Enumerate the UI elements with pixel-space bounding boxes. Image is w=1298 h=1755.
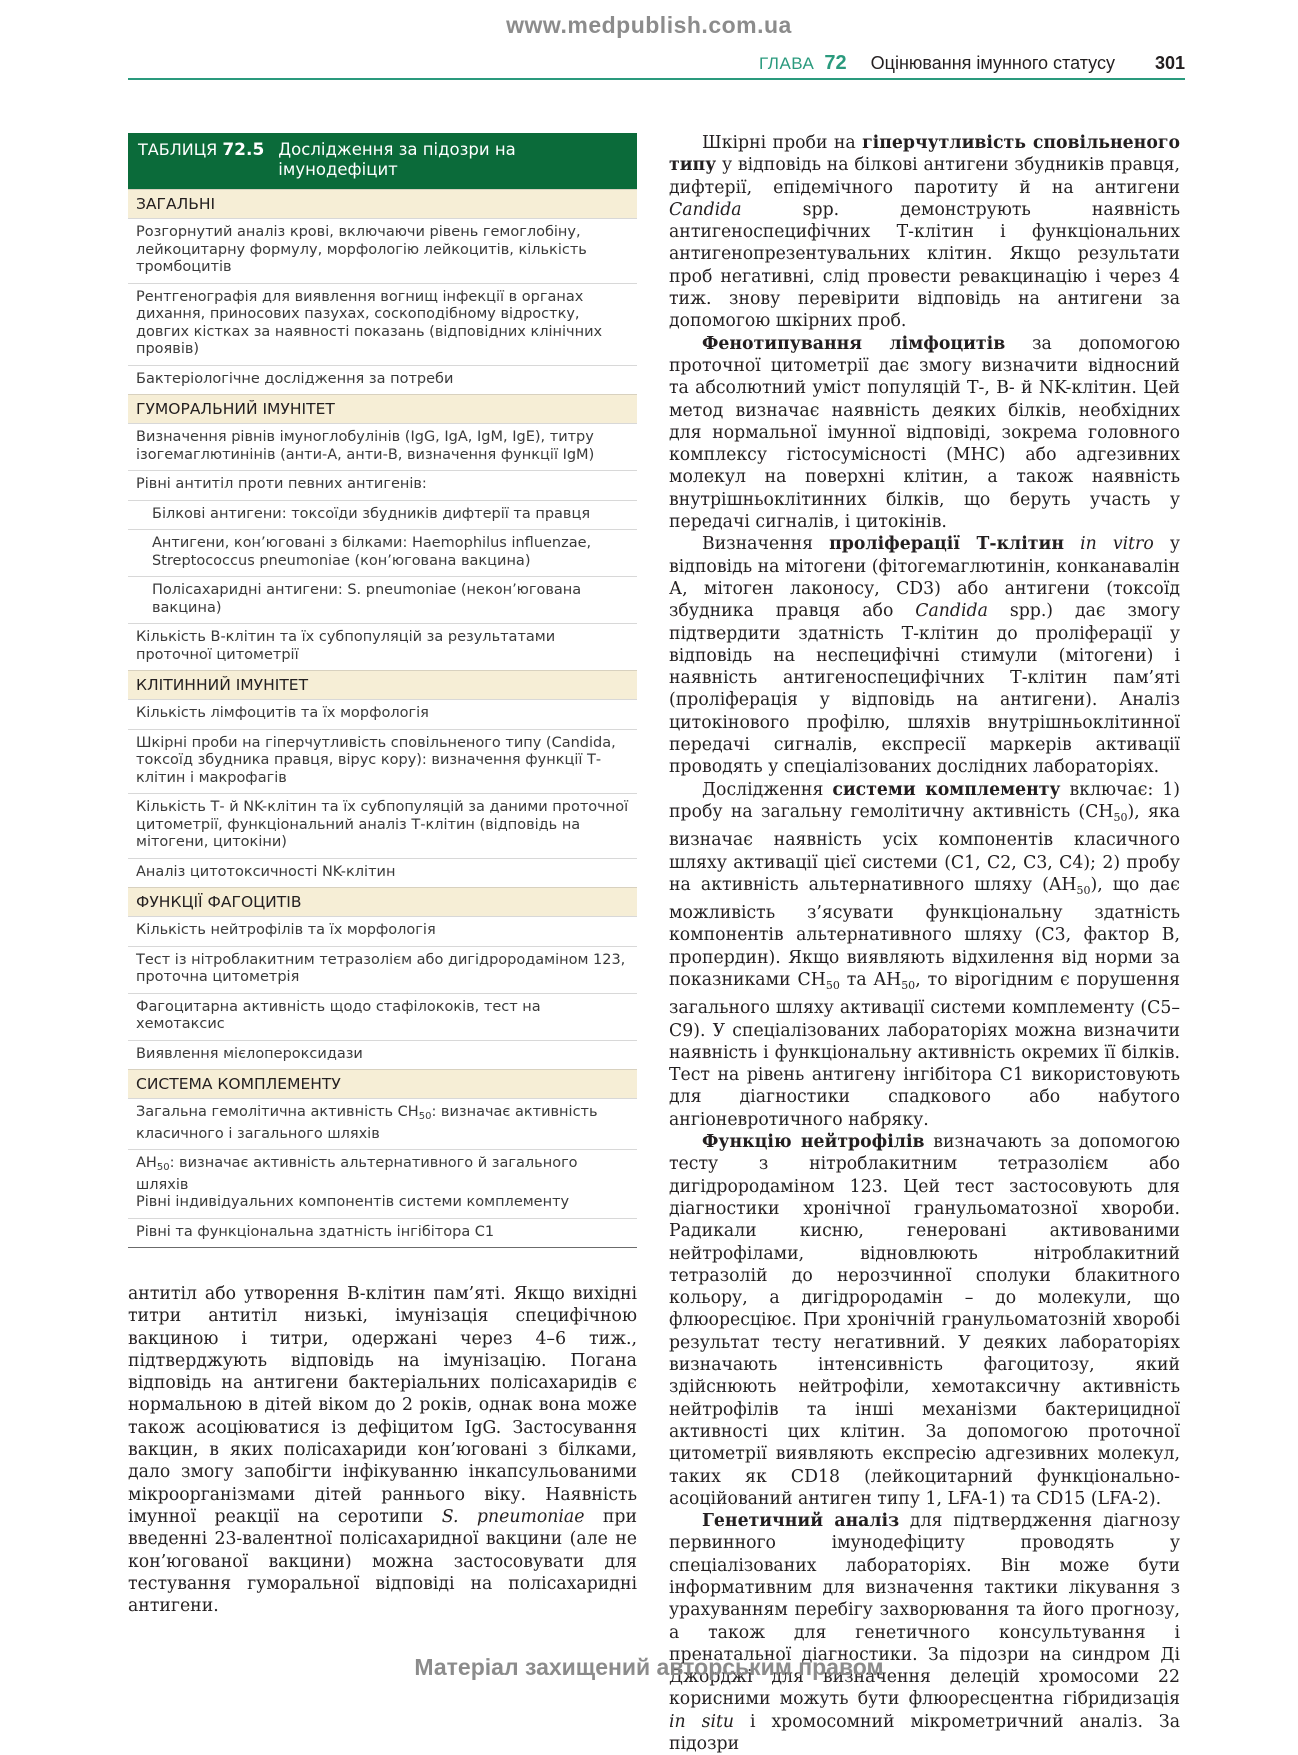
right-column [669,132,1180,1755]
table-section-cellular: КЛІТИННИЙ ІМУНІТЕТ [128,670,637,699]
table-72-5 [128,133,637,1248]
table-row: Рівні антитіл проти певних антигенів: [128,470,637,500]
table-row: Полісахаридні антигени: S. pneumoniae (некон’югована вакцина) [128,576,637,623]
paragraph-phenotyping: Фенотипування лімфоцитів за допомогою проточної цитометрії дає змогу визначити відносний та абсолютний уміст популяцій Т-, В- й NK-клітин. Цей метод визначає наявність деяких білків, необхідних для нормальної імунної відповіді, зокрема головного комплексу гістосумісності (MHC) або адгезивних молекул на поверхні клітин, а також наявність внутрішньоклітинних білків, що беруть участь у передачі сигналів, і цитокінів. [669,333,1181,533]
table-header [128,133,637,189]
table-row: Виявлення мієлопероксидази [128,1040,637,1070]
table-section-general: ЗАГАЛЬНІ [128,189,637,218]
page-number: 301 [1154,53,1185,73]
table-row: Антигени, кон’юговані з білками: Haemophilus influenzae, Streptococcus pneumoniae (кон’югована вакцина) [128,529,637,576]
table-caption: Дослідження за підозри на імунодефіцит [278,140,516,179]
row-text: Рівні індивідуальних компонентів системи комплементу [136,1194,570,1210]
running-head [128,52,1185,80]
chapter-title: Оцінювання імунного статусу [870,53,1115,73]
paragraph-genetics: Генетичний аналіз для підтвердження діагнозу первинного імунодефіциту проводять у спеціалізованих лабораторіях. Він може бути інформативним для визначення тактики лікування з урахуванням перебігу захворювання та його прогнозу, а також для генетичного консультування і пренатальної діагностики. За підозри на синдром Ді Джорджі для визначення делецій хромосоми 22 корисними можуть бути флюоресцентна гібридизація in situ і хромосомний мікрометричний аналіз. За підозри [669,1511,1180,1755]
row-text: Загальна гемолітична активність CH [136,1104,419,1120]
table-row: Бактеріологічне дослідження за потреби [128,365,637,395]
subscript: 50 [156,1162,170,1173]
table-section-complement: СИСТЕМА КОМПЛЕМЕНТУ [128,1069,637,1098]
chapter-number: 72 [824,52,847,74]
table-row: Аналіз цитотоксичності NK-клітин [128,858,637,888]
subscript: 50 [418,1111,432,1122]
row-text: AH [136,1155,157,1171]
table-row: Розгорнутий аналіз крові, включаючи рівень гемоглобіну, лейкоцитарну формулу, морфологію лейкоцитів, кількість тромбоцитів [128,218,637,283]
chapter-word: ГЛАВА [759,54,815,73]
table-row: Тест із нітроблакитним тетразолієм або дигідрородаміном 123, проточна цитометрія [128,946,637,993]
table-row [128,1149,637,1218]
paragraph-dth: Шкірні проби на гіперчутливість сповільненого типу у відповідь на білкові антигени збудників правця, дифтерії, епідемічного паротиту й на антигени Candida spp. демонструють наявність антигеноспецифічних Т-клітин і функціональних антигенопрезентувальних клітин. Якщо результати проб негативні, слід провести ревакцинацію і через 4 тиж. знову перевірити відповідь на антигени за допомогою шкірних проб. [669,133,1180,332]
table-section-phagocytes: ФУНКЦІЇ ФАГОЦИТІВ [128,887,637,916]
table-section-humoral: ГУМОРАЛЬНИЙ ІМУНІТЕТ [128,394,637,423]
table-row: Рівні та функціональна здатність інгібітора С1 [128,1218,637,1248]
table-row: Кількість Т- й NK-клітин та їх субпопуляцій за даними проточної цитометрії, функціональний аналіз Т-клітин (відповідь на мітогени, цитокіни) [128,793,637,858]
table-label: ТАБЛИЦЯ 72.5 [138,140,265,160]
paragraph-complement: Дослідження системи комплементу включає: 1) пробу на загальну гемолітичну активність $(CH_{50})$, яка визначає наявність усіх компонентів класичного шляху активації цієї системи (C1, C2, C3, C4); 2) пробу на активність альтернативного шляху $(AH_{50})$, що дає можливість з’ясувати функціональну здатність компонентів альтернативного шляху (C3, фактор B, пропердин). Якщо виявляють відхилення від норми за показниками $CH_{50}$ та $AH_{50}$, то вірогідним є порушення загального шляху активації системи комплементу (C5–C9). У спеціалізованих лабораторіях можна визначити наявність і функціональну активність окремих її білків. Тест на рівень антигену інгібітора С1 використовують для діагностики спадкового або набутого ангіоневротичного набряку. [669,779,1181,1130]
watermark-top: www.medpublish.com.ua [506,12,792,38]
paragraph-neutrophils: Функцію нейтрофілів визначають за допомогою тесту з нітроблакитним тетразолієм або дигідрородаміном 123. Цей тест застосовують для діагностики хронічної гранульоматозної хвороби. Радикали кисню, генеровані активованими нейтрофілами, відновлюють нітроблакитний тетразолій до нерозчинної сполуки блакитного кольору, а дигідрородамін – до молекули, що флюоресціює. При хронічній гранульоматозній хворобі результат тесту негативний. У деяких лабораторіях визначають інтенсивність фагоцитозу, який здійснюють нейтрофіли, хемотаксичну активність нейтрофілів та інші механізми бактерицидної активності цих клітин. За допомогою проточної цитометрії виявляють експресію адгезивних молекул, таких як CD18 (лейкоцитарний функціонально-асоційований антиген типу 1, LFA-1) та CD15 (LFA-2). [669,1132,1181,1509]
table-row: Кількість В-клітин та їх субпопуляцій за результатами проточної цитометрії [128,623,637,670]
row-text: : визначає активність альтернативного й загального шляхів [136,1155,578,1193]
watermark-bottom: Матеріал захищений авторським правом [414,1654,884,1680]
table-row [128,1098,637,1149]
paragraph-proliferation: Визначення проліферації Т-клітин in vitro у відповідь на мітогени (фітогемаглютинін, конканавалін А, мітоген лаконосу, CD3) або антигени (токсоїд збудника правця або Candida spp.) дає змогу підтвердити здатність Т-клітин до проліферації у відповідь на неспецифічні стимули (мітогени) і наявність антигеноспецифічних Т-клітин пам’яті (проліферація у відповідь на антигени). Аналіз цитокінового профілю, шляхів внутрішньоклітинної передачі сигналів, експресії маркерів активації проводять у спеціалізованих дослідних лабораторіях. [669,534,1181,778]
table-row: Кількість нейтрофілів та їх морфологія [128,916,637,946]
table-row: Кількість лімфоцитів та їх морфологія [128,699,637,729]
table-row: Білкові антигени: токсоїди збудників дифтерії та правця [128,500,637,530]
table-row: Визначення рівнів імуноглобулінів (IgG, IgA, IgM, IgE), титру ізогемаглютинінів (анти-А, анти-В, визначення функції IgM) [128,423,637,470]
table-row: Рентгенографія для виявлення вогнищ інфекції в органах дихання, приносових пазухах, соскоподібному відростку, довгих кістках за наявності показань (відповідних клінічних проявів) [128,283,637,365]
table-row: Фагоцитарна активність щодо стафілококів, тест на хемотаксис [128,993,637,1040]
left-column [128,1283,637,1617]
paragraph: антитіл або утворення В-клітин пам’яті. Якщо вихідні титри антитіл низькі, імунізація специфічною вакциною і титри, одержані через 4–6 тиж., підтверджують відповідь на імунізацію. Погана відповідь на антигени бактеріальних полісахаридів є нормальною в дітей віком до 2 років, однак вона може також асоціюватися із дефіцитом IgG. Застосування вакцин, в яких полісахариди кон’юговані з білками, дало змогу запобігти інфікуванню інкапсульованими мікроорганізмами дітей раннього віку. Наявність імунної реакції на серотипи S. pneumoniae при введенні 23-валентної полісахаридної вакцини (але не кон’югованої вакцини) можна застосовувати для тестування гуморальної відповіді на полісахаридні антигени. [128,1284,637,1617]
table-row: Шкірні проби на гіперчутливість сповільненого типу (Candida, токсоїд збудника правця, вірус кору): визначення функції Т-клітин і макрофагів [128,729,637,794]
row-text: : визначає активність класичного і загального шляхів [136,1104,598,1142]
